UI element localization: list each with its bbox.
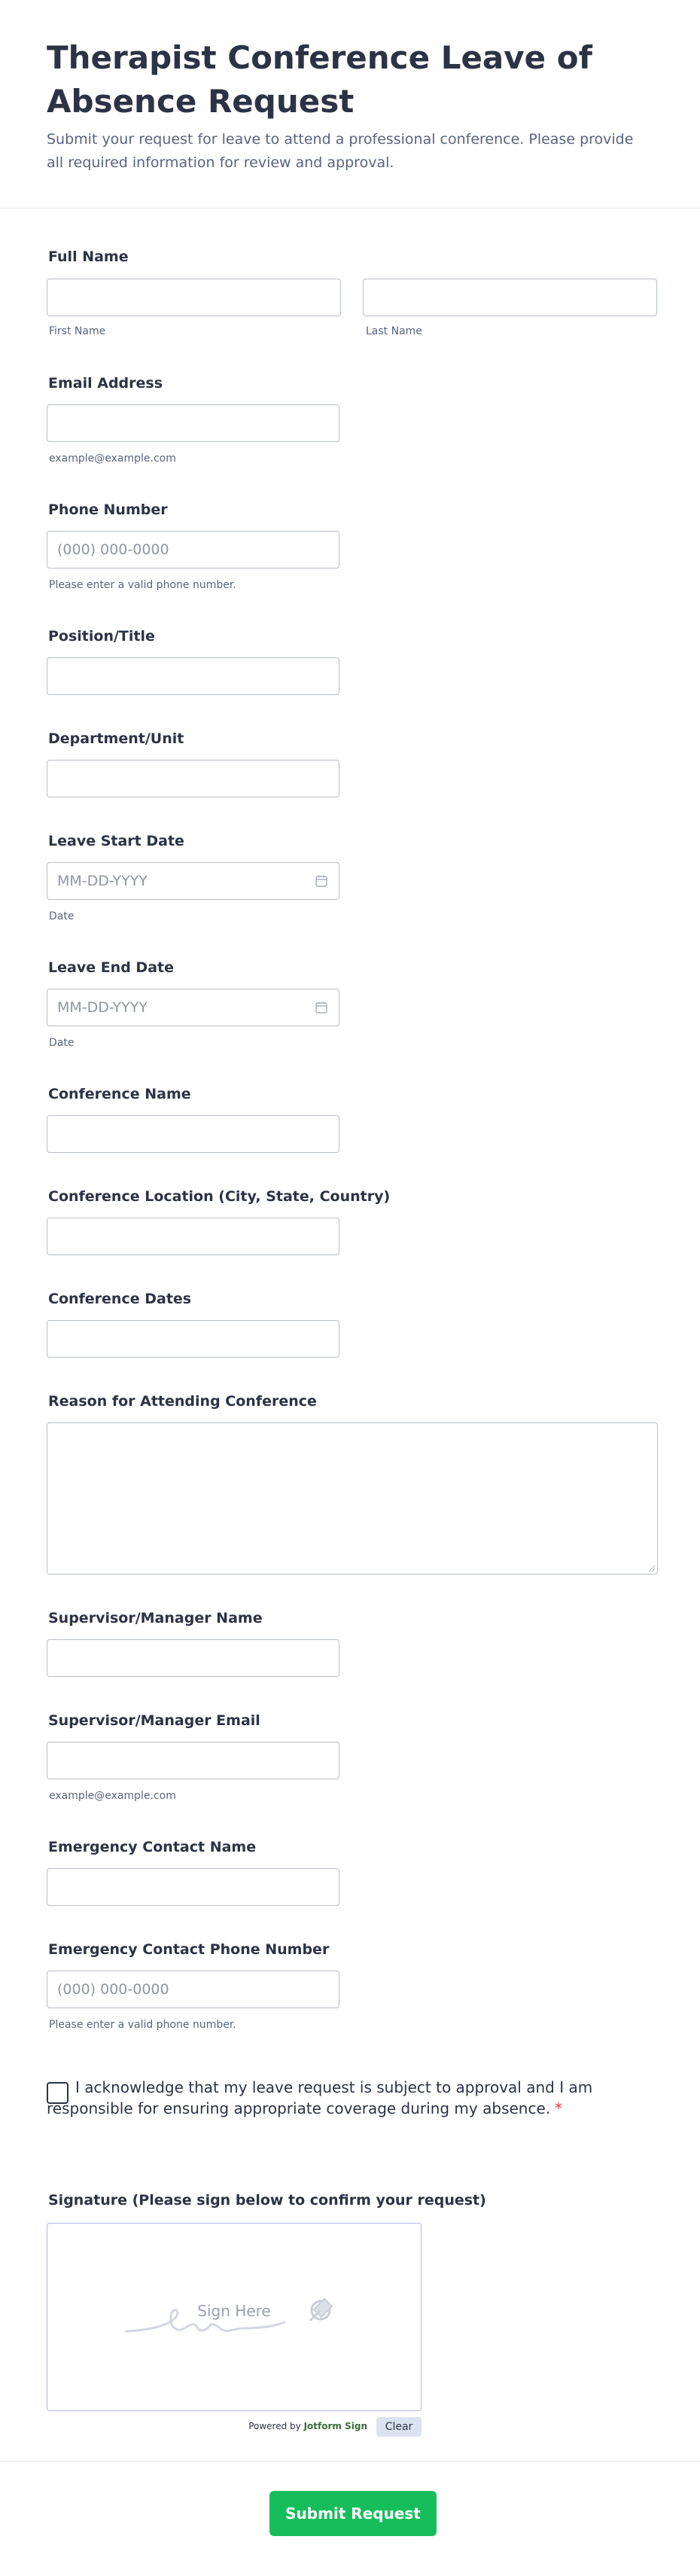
reason-label: Reason for Attending Conference — [48, 1393, 317, 1410]
emergency-name-input[interactable] — [47, 1868, 339, 1906]
supervisor-email-field — [47, 1712, 260, 1729]
leave-end-sublabel: Date — [49, 1037, 75, 1049]
clear-signature-button[interactable]: Clear — [376, 2417, 422, 2437]
supervisor-email-input[interactable] — [47, 1742, 339, 1779]
emergency-name-label: Emergency Contact Name — [48, 1839, 257, 1855]
reason-textarea[interactable] — [47, 1422, 658, 1575]
calendar-icon[interactable] — [315, 1001, 328, 1014]
reason-field — [47, 1393, 317, 1410]
signature-footer — [47, 2417, 422, 2437]
required-mark: * — [555, 2099, 563, 2117]
signature-pad[interactable] — [47, 2223, 422, 2411]
full-name-label: Full Name — [48, 248, 129, 265]
submit-button[interactable]: Submit Request — [269, 2491, 437, 2536]
department-field — [47, 730, 184, 747]
phone-sublabel: Please enter a valid phone number. — [49, 579, 236, 591]
leave-start-placeholder: MM-DD-YYYY — [57, 873, 148, 889]
position-label: Position/Title — [48, 628, 155, 645]
conference-location-label: Conference Location (City, State, Country) — [48, 1188, 391, 1205]
conference-name-input[interactable] — [47, 1115, 339, 1153]
leave-end-input[interactable] — [47, 989, 339, 1026]
first-name-sublabel: First Name — [49, 325, 106, 337]
phone-label: Phone Number — [48, 501, 168, 518]
calendar-icon[interactable] — [315, 874, 328, 888]
conference-location-input[interactable] — [47, 1218, 339, 1255]
emergency-phone-input[interactable] — [47, 1971, 339, 2008]
phone-placeholder: (000) 000-0000 — [57, 541, 169, 558]
conference-dates-label: Conference Dates — [48, 1291, 192, 1307]
leave-end-placeholder: MM-DD-YYYY — [57, 999, 148, 1016]
supervisor-name-input[interactable] — [47, 1639, 339, 1677]
last-name-sublabel: Last Name — [366, 325, 422, 337]
signature-label: Signature (Please sign below to confirm your request) — [48, 2192, 486, 2209]
department-label: Department/Unit — [48, 730, 184, 747]
phone-input[interactable] — [47, 531, 339, 569]
conference-name-field — [47, 1086, 191, 1102]
acknowledge-text — [47, 2077, 649, 2119]
emergency-name-field — [47, 1839, 256, 1855]
leave-start-label: Leave Start Date — [48, 833, 184, 849]
acknowledge-label: I acknowledge that my leave request is subject to approval and I am responsible for ensuring appropriate coverage during my absence. — [47, 2078, 593, 2117]
sign-here-placeholder: Sign Here — [197, 2302, 271, 2320]
conference-dates-field — [47, 1291, 191, 1307]
first-name-input[interactable] — [47, 279, 341, 316]
email-input[interactable] — [47, 404, 339, 442]
conference-location-field — [47, 1188, 390, 1205]
leave-end-label: Leave End Date — [48, 959, 174, 976]
form-title: Therapist Conference Leave of Absence Request — [47, 39, 592, 120]
form-subtitle: Submit your request for leave to attend a professional conference. Please provide all required information for review and approval. — [47, 131, 634, 171]
emergency-phone-field — [47, 1941, 329, 1958]
email-label: Email Address — [48, 375, 163, 392]
form-header — [0, 0, 700, 209]
conference-dates-input[interactable] — [47, 1320, 339, 1358]
leave-start-field — [47, 833, 184, 849]
email-field — [47, 375, 163, 392]
email-sublabel: example@example.com — [49, 453, 176, 465]
leave-end-field — [47, 959, 174, 976]
signature-field — [47, 2192, 486, 2209]
supervisor-email-sublabel: example@example.com — [49, 1790, 176, 1802]
powered-brand[interactable]: Jotform Sign — [303, 2421, 367, 2431]
last-name-input[interactable] — [363, 279, 657, 316]
position-field — [47, 628, 155, 645]
supervisor-name-field — [47, 1610, 263, 1626]
supervisor-name-label: Supervisor/Manager Name — [48, 1610, 263, 1626]
emergency-phone-sublabel: Please enter a valid phone number. — [49, 2019, 236, 2031]
powered-by — [248, 2421, 367, 2431]
powered-prefix: Powered by — [248, 2421, 301, 2431]
leave-start-input[interactable] — [47, 862, 339, 900]
department-input[interactable] — [47, 760, 339, 797]
emergency-phone-label: Emergency Contact Phone Number — [48, 1941, 330, 1958]
resize-handle-icon[interactable] — [647, 1563, 656, 1572]
footer-divider — [0, 2461, 700, 2462]
leave-start-sublabel: Date — [49, 910, 75, 922]
phone-field — [47, 501, 168, 518]
full-name-field — [47, 248, 129, 265]
position-input[interactable] — [47, 657, 339, 695]
emergency-phone-placeholder: (000) 000-0000 — [57, 1981, 169, 1998]
supervisor-email-label: Supervisor/Manager Email — [48, 1712, 260, 1729]
conference-name-label: Conference Name — [48, 1086, 191, 1102]
pen-icon — [305, 2294, 336, 2326]
